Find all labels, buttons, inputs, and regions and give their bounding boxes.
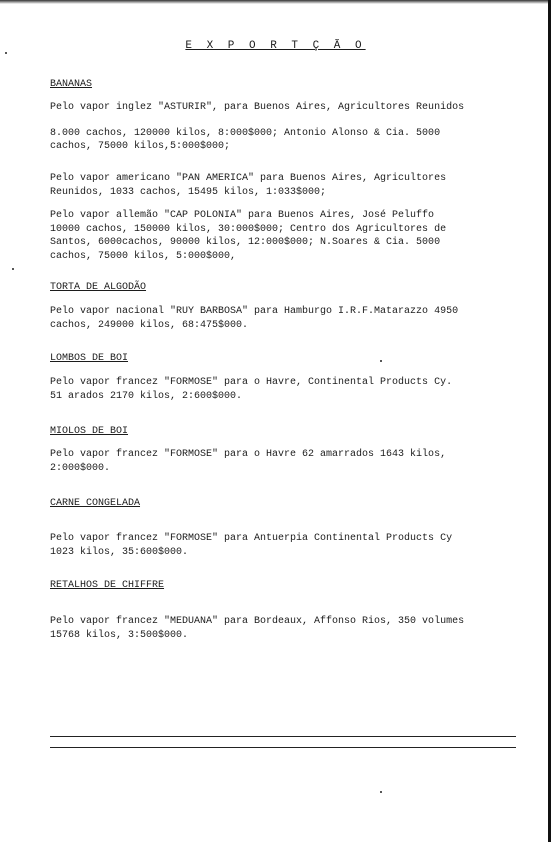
closing-rule-bottom xyxy=(50,747,516,748)
text-line: cachos, 249000 kilos, 68:475$000. xyxy=(50,319,249,331)
paragraph-bananas-2 xyxy=(50,172,538,199)
text-line: cachos, 75000 kilos, 5:000$000, xyxy=(50,250,237,262)
paragraph-bananas-3 xyxy=(50,209,538,263)
text-line: 1023 kilos, 35:600$000. xyxy=(50,546,189,558)
text-line: Pelo vapor francez "FORMOSE" para o Havre 62 amarrados 1643 kilos, xyxy=(50,449,447,460)
text-line: Pelo vapor americano "PAN AMERICA" para Buenos Aires, Agricultores xyxy=(50,173,447,184)
text-line: 51 arados 2170 kilos, 2:600$000. xyxy=(50,390,243,402)
scan-speck xyxy=(5,52,7,54)
text-line: Pelo vapor francez "FORMOSE" para o Havre, Continental Products Cy. xyxy=(50,377,453,388)
text-line: Pelo vapor nacional "RUY BARBOSA" para Hamburgo I.R.F.Matarazzo 4950 xyxy=(50,306,459,317)
section-heading-torta-de-algodao: TORTA DE ALGODÃO xyxy=(50,282,147,293)
paragraph-torta-de-algodao xyxy=(50,305,538,332)
text-line: Pelo vapor inglez "ASTURIR", para Buenos Aires, Agricultores Reunidos xyxy=(50,102,465,113)
text-line: 2:000$000. xyxy=(50,462,111,474)
text-line: Pelo vapor francez "MEDUANA" para Bordeaux, Affonso Rios, 350 volumes xyxy=(50,616,465,627)
section-heading-lombos-de-boi: LOMBOS DE BOI xyxy=(50,353,129,364)
paragraph-bananas-1 xyxy=(50,101,538,154)
closing-rule-top xyxy=(50,736,516,737)
text-line: Santos, 6000cachos, 90000 kilos, 12:000$000; N.Soares & Cia. 5000 xyxy=(50,237,441,248)
text-line: 8.000 cachos, 120000 kilos, 8:000$000; Antonio Alonso & Cia. 5000 xyxy=(50,127,441,139)
scan-speck xyxy=(12,268,14,270)
section-heading-miolos-de-boi: MIOLOS DE BOI xyxy=(50,426,129,437)
scan-speck xyxy=(380,791,382,793)
scan-speck xyxy=(380,360,382,362)
scan-edge-top xyxy=(0,0,551,4)
text-line: Reunidos, 1033 cachos, 15495 kilos, 1:033$000; xyxy=(50,186,327,198)
paragraph-lombos-de-boi xyxy=(50,376,538,403)
section-heading-bananas: BANANAS xyxy=(50,79,93,90)
text-line: Pelo vapor francez "FORMOSE" para Antuerpia Continental Products Cy xyxy=(50,533,453,544)
section-heading-retalhos-de-chiffre: RETALHOS DE CHIFFRE xyxy=(50,580,165,591)
document-title: E X P O R T Ç Ã O xyxy=(185,40,366,52)
text-line: cachos, 75000 kilos,5:000$000; xyxy=(50,141,231,152)
section-heading-carne-congelada: CARNE CONGELADA xyxy=(50,498,141,509)
paragraph-carne-congelada xyxy=(50,532,538,559)
text-line: 10000 cachos, 150000 kilos, 30:000$000; Centro dos Agricultores de xyxy=(50,223,447,235)
text-line: 15768 kilos, 3:500$000. xyxy=(50,629,189,641)
paragraph-retalhos-de-chiffre xyxy=(50,615,538,642)
paragraph-miolos-de-boi xyxy=(50,448,538,475)
text-line: Pelo vapor allemão "CAP POLONIA" para Buenos Aires, José Peluffo xyxy=(50,210,435,221)
